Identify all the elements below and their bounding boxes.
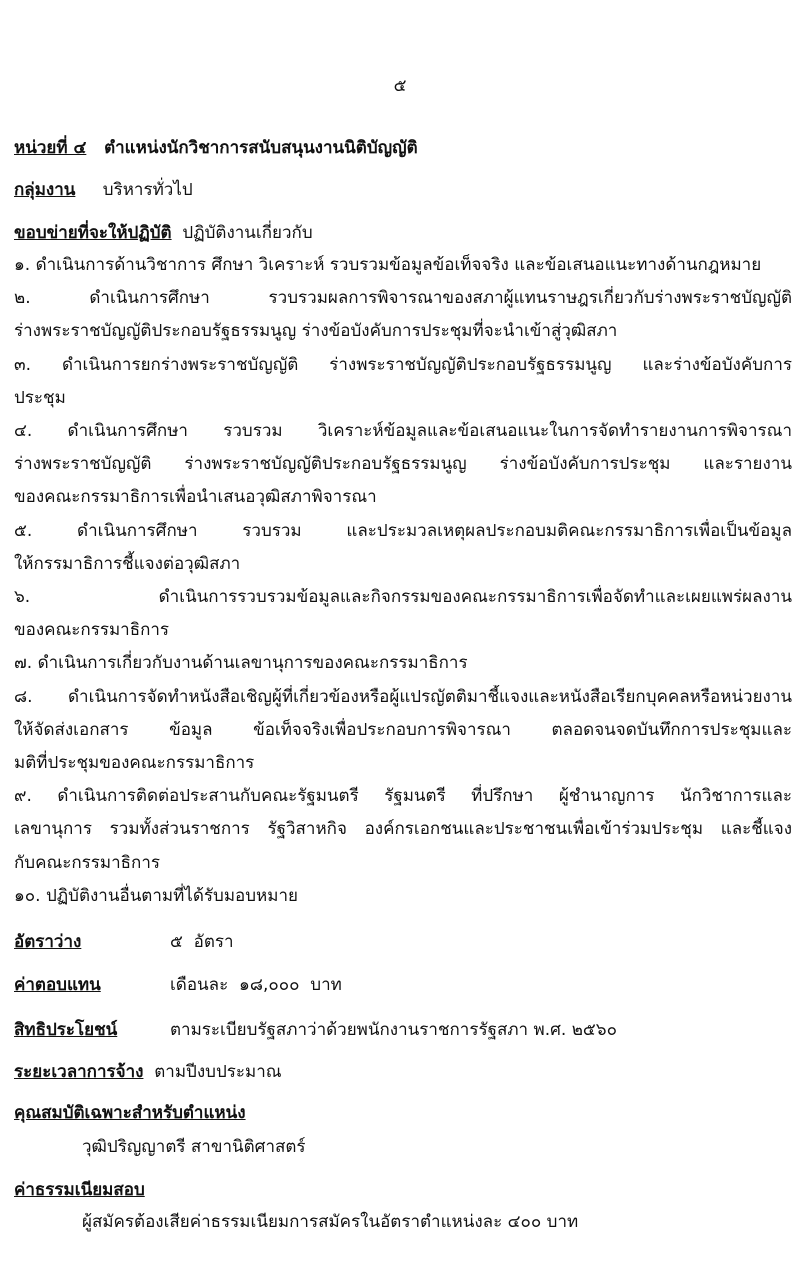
duty-item-line: ๙. ดำเนินการติดต่อประสานกับคณะรัฐมนตรี รัฐมนตรี ที่ปรึกษา ผู้ชำนาญการ นักวิชาการและ bbox=[14, 786, 792, 807]
duty-item-line: เลขานุการ รวมทั้งส่วนราชการ รัฐวิสาหกิจ องค์กรเอกชนและประชาชนเพื่อเข้าร่วมประชุม และชี้แจง bbox=[14, 819, 792, 840]
duty-item-line: ๒. ดำเนินการศึกษา รวบรวมผลการพิจารณาของสภาผู้แทนราษฎรเกี่ยวกับร่างพระราชบัญญัติ bbox=[14, 288, 792, 309]
benefits-value: ตามระเบียบรัฐสภาว่าด้วยพนักงานราชการรัฐสภา พ.ศ. ๒๕๖๐ bbox=[170, 1020, 617, 1040]
duty-item-line: ของคณะกรรมาธิการ bbox=[14, 620, 170, 641]
salary-label: ค่าตอบแทน bbox=[14, 975, 101, 995]
group-label: กลุ่มงาน bbox=[14, 180, 76, 200]
group-value: บริหารทั่วไป bbox=[102, 180, 193, 200]
duty-item-line: ๔. ดำเนินการศึกษา รวบรวม วิเคราะห์ข้อมูลและข้อเสนอแนะในการจัดทำรายงานการพิจารณา bbox=[14, 421, 792, 441]
salary-value: เดือนละ ๑๘,๐๐๐ บาท bbox=[170, 975, 342, 995]
duty-item-line: ๓. ดำเนินการยกร่างพระราชบัญญัติ ร่างพระราชบัญญัติประกอบรัฐธรรมนูญ และร่างข้อบังคับการ bbox=[14, 354, 792, 375]
duty-item-line: ๗. ดำเนินการเกี่ยวกับงานด้านเลขานุการของคณะกรรมาธิการ bbox=[14, 653, 468, 674]
duty-item-line: ให้กรรมาธิการชี้แจงต่อวุฒิสภา bbox=[14, 553, 241, 574]
duty-item-line: ๕. ดำเนินการศึกษา รวบรวม และประมวลเหตุผลประกอบมติคณะกรรมาธิการเพื่อเป็นข้อมูล bbox=[14, 520, 792, 541]
duty-item-line: ๖. ดำเนินการรวบรวมข้อมูลและกิจกรรมของคณะกรรมาธิการเพื่อจัดทำและเผยแพร่ผลงาน bbox=[14, 587, 792, 607]
duration-row bbox=[14, 1060, 792, 1084]
duty-item-line: ๑๐. ปฏิบัติงานอื่นตามที่ได้รับมอบหมาย bbox=[14, 885, 298, 906]
unit-title: ตำแหน่งนักวิชาการสนับสนุนงานนิติบัญญัติ bbox=[104, 138, 418, 158]
duty-item-line: ของคณะกรรมาธิการเพื่อนำเสนอวุฒิสภาพิจารณา bbox=[14, 487, 377, 508]
scope-value: ปฏิบัติงานเกี่ยวกับ bbox=[182, 223, 313, 243]
duration-value: ตามปีงบประมาณ bbox=[154, 1062, 282, 1082]
duty-item-line: ๘. ดำเนินการจัดทำหนังสือเชิญผู้ที่เกี่ยวข้องหรือผู้แปรญัตติมาชี้แจงและหนังสือเรียกบุคคลหรือหน่วยงาน bbox=[14, 686, 792, 707]
duration-label: ระยะเวลาการจ้าง bbox=[14, 1062, 144, 1082]
unit-heading bbox=[14, 136, 792, 160]
scope-label: ขอบข่ายที่จะให้ปฏิบัติ bbox=[14, 223, 172, 243]
unit-label: หน่วยที่ ๔ bbox=[14, 138, 87, 158]
benefits-label: สิทธิประโยชน์ bbox=[14, 1020, 118, 1040]
duty-item-line: ร่างพระราชบัญญัติประกอบรัฐธรรมนูญ ร่างข้อบังคับการประชุมที่จะนำเข้าสู่วุฒิสภา bbox=[14, 321, 618, 342]
duty-item-line: มติที่ประชุมของคณะกรรมาธิการ bbox=[14, 753, 255, 773]
duty-item-line: ๑. ดำเนินการด้านวิชาการ ศึกษา วิเคราะห์ รวบรวมข้อมูลข้อเท็จจริง และข้อเสนอแนะทางด้านกฎหมาย bbox=[14, 255, 762, 275]
qualification-heading bbox=[14, 1101, 792, 1125]
vacancies-label: อัตราว่าง bbox=[14, 932, 82, 952]
qualification-label: คุณสมบัติเฉพาะสำหรับตำแหน่ง bbox=[14, 1103, 246, 1123]
fee-value: ผู้สมัครต้องเสียค่าธรรมเนียมการสมัครในอัตราตำแหน่งละ ๔๐๐ บาท bbox=[82, 1212, 579, 1232]
vacancies-value: ๕ อัตรา bbox=[170, 932, 234, 952]
duty-item-line: ให้จัดส่งเอกสาร ข้อมูล ข้อเท็จจริงเพื่อประกอบการพิจารณา ตลอดจนจดบันทึกการประชุมและ bbox=[14, 719, 792, 740]
vacancies-row bbox=[14, 930, 792, 954]
duty-item-line: กับคณะกรรมาธิการ bbox=[14, 852, 161, 873]
group-row bbox=[14, 178, 792, 202]
fee-heading bbox=[14, 1178, 792, 1202]
duty-item-line: ร่างพระราชบัญญัติ ร่างพระราชบัญญัติประกอบรัฐธรรมนูญ ร่างข้อบังคับการประชุม และรายงาน bbox=[14, 454, 792, 475]
qualification-value: วุฒิปริญญาตรี สาขานิติศาสตร์ bbox=[82, 1137, 306, 1157]
benefits-row bbox=[14, 1018, 792, 1042]
fee-label: ค่าธรรมเนียมสอบ bbox=[14, 1180, 145, 1200]
page-number: ๕ bbox=[393, 76, 407, 96]
scope-row bbox=[14, 221, 792, 245]
salary-row bbox=[14, 973, 792, 997]
duty-item-line: ประชุม bbox=[14, 387, 66, 408]
